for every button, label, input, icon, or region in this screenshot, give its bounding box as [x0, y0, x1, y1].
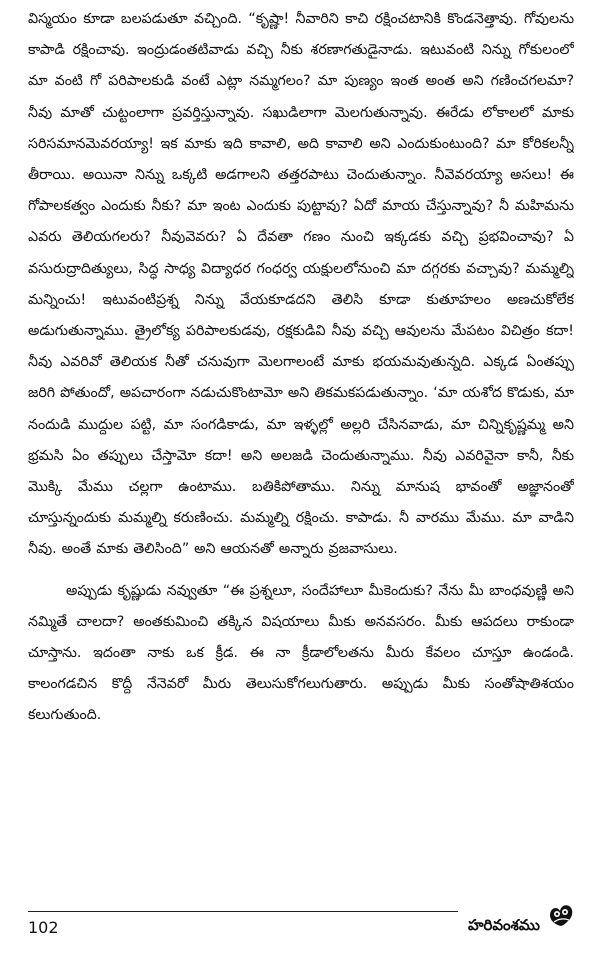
body-text — [28, 4, 574, 904]
book-page — [28, 0, 574, 966]
footer-rule — [28, 911, 458, 912]
running-title: హరివంశము — [468, 916, 540, 934]
page-number: 102 — [28, 918, 59, 937]
paragraph-2: అప్పుడు కృష్ణుడు నవ్వుతూ “ఈ ప్రశ్నలూ, సందేహాలూ మీకెందుకు? నేను మీ బాంధవుణ్ణి అని నమ్మితే చాలదా? అంతకుమించి తక్కిన విషయాలు మీకు అనవసరం. మీకు ఆపదలు రాకుండా చూస్తాను. ఇదంతా నాకు ఒక క్రీడ. ఈ నా క్రీడాలోలతను మీరు కేవలం చూస్తూ ఉండండి. కాలంగడచిన కొద్దీ నేనెవరో మీరు తెలుసుకోగలుగుతారు. అప్పుడు మీకు సంతోషాతిశయం కలుగుతుంది. — [28, 582, 574, 724]
paragraph-1: విస్మయం కూడా బలపడుతూ వచ్చింది. “కృష్ణా! నీవారిని కాచి రక్షించటానికి కొండనెత్తావు. గోవులను కాపాడి రక్షించావు. ఇంద్రుడంతటివాడు వచ్చి నీకు శరణాగతుడైనాడు. ఇటువంటి నిన్ను గోకులంలో మా వంటి గో పరిపాలకుడి వంటే ఎట్లా నమ్మగలం? మా పుణ్యం ఇంత అంత అని గణించగలమా? నీవు మాతో చుట్టంలాగా ప్రవర్తిస్తున్నావు. సఖుడిలాగా మెలగుతున్నావు. ఈరేడు లోకాలలో మాకు సరిసమానమెవరయ్యా! ఇక మాకు ఇది కావాలి, అది కావాలి అని ఎందుకుంటుంది? మా కోరికలన్నీ తీరాయి. అయినా నిన్ను ఒక్కటి అడగాలని తత్తరపాటు చెందుతున్నాం. నీవెవరయ్యా అసలు! ఈ గోపాలకత్వం ఎందుకు నీకు? మా ఇంట ఎందుకు పుట్టావు? ఏదో మాయ చేస్తున్నావు? నీ మహిమను ఎవరు తెలియగలరు? నీవువెవరు? ఏ దేవతా గణం నుంచి ఇక్కడకు వచ్చి ప్రభవించావు? ఏ వసురుద్రాదిత్యులు, సిద్ధ సాధ్య విద్యాధర గంధర్వ యక్షులలోనుంచి మా దగ్గరకు వచ్చావు? మమ్మల్ని మన్నించు! ఇటువంటిప్రశ్న నిన్ను వేయకూడదని తెలిసి కూడా కుతూహలం అణచుకోలేక అడుగుతున్నాము. త్రైలోక్య పరిపాలకుడవు, రక్షకుడివి నీవు వచ్చి ఆవులను మేపటం విచిత్రం కదా! నీవు ఎవరివో తెలియక నీతో చనువుగా మెలగాలంటే మాకు భయమవుతున్నది. ఎక్కడ ఏంతప్పు జరిగి పోతుందో, అపచారంగా నడుచుకొంటామో అని తికమకపడుతున్నాం. ‘మా యశోద కొడుకు, మా నందుడి ముద్దుల పట్టి, మా సంగడికాడు, మా ఇళ్ళల్లో అల్లరి చేసినవాడు, మా చిన్నికృష్ణమ్మ అని భ్రమసి ఏం తప్పులు చేస్తామో కదా! అని అలజడి చెందుతున్నాము. నీవు ఎవరివైనా కానీ, నీకు మొక్కి మేము చల్లగా ఉంటాము. బతికిపోతాము. నిన్ను మానుష భావంతో అజ్ఞానంతో చూస్తున్నందుకు మమ్మల్ని కరుణించు. మమ్మల్ని రక్షించు. కాపాడు. నీ వారము మేము. మా వాడిని నీవు. అంతే మాకు తెలిసింది” అని ఆయనతో అన్నారు వ్రజవాసులు. — [28, 11, 574, 558]
floral-ornament-icon — [546, 902, 576, 928]
